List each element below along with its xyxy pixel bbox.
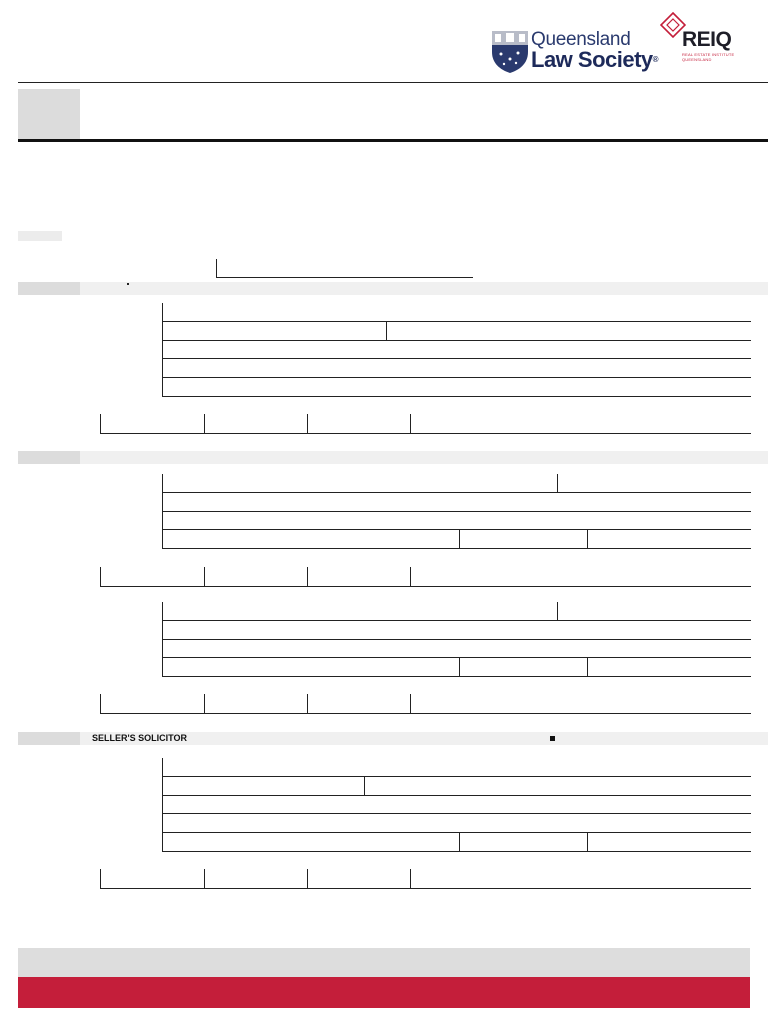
s2a-contact-field-2[interactable] [205, 567, 307, 586]
section-tag-1 [18, 282, 80, 295]
footer-grey-band [18, 948, 750, 977]
s2a-field-row4b[interactable] [460, 530, 587, 548]
seller-solicitor-heading: SELLER'S SOLICITOR [92, 733, 187, 743]
qls-crest-icon [491, 30, 529, 74]
reiq-logo [660, 12, 740, 62]
s1-contact-field-4[interactable] [411, 414, 751, 433]
s2b-contact-field-2[interactable] [205, 694, 307, 713]
registered-mark: ® [652, 55, 659, 64]
header-rule-thick [18, 139, 768, 142]
date-input[interactable] [217, 259, 473, 277]
s1-field-row3[interactable] [163, 341, 751, 358]
s3-field-row4[interactable] [163, 814, 751, 832]
s1-row5-line [162, 396, 751, 397]
s2b-contact-underline [100, 713, 751, 714]
s2b-field-row3[interactable] [163, 640, 751, 657]
s2a-field-row2[interactable] [163, 493, 751, 511]
s2b-field-row1b[interactable] [558, 602, 751, 620]
s3-field-row5c[interactable] [588, 833, 751, 851]
s3-field-row3[interactable] [163, 796, 751, 813]
reiq-logo-text: REIQ [682, 28, 732, 51]
s1-field-row1[interactable] [163, 303, 751, 321]
s2b-field-row4b[interactable] [460, 658, 587, 676]
s1-contact-field-3[interactable] [308, 414, 410, 433]
s1-contact-underline [100, 433, 751, 434]
s2a-contact-field-4[interactable] [411, 567, 751, 586]
section-tag-2 [18, 451, 80, 464]
s2a-field-row1a[interactable] [163, 474, 557, 492]
qls-logo-line1: Queensland [531, 29, 631, 50]
s2a-contact-underline [100, 586, 751, 587]
s2b-row4-line [162, 676, 751, 677]
s2b-field-row1a[interactable] [163, 602, 557, 620]
section-band-1 [80, 282, 768, 295]
s3-row5-line [162, 851, 751, 852]
footer-red-band [18, 977, 750, 1008]
reference-tag [18, 231, 62, 241]
s2b-field-row2[interactable] [163, 621, 751, 639]
qls-logo-line2 [531, 49, 658, 71]
section-1-marker [127, 283, 129, 285]
s1-field-row4[interactable] [163, 359, 751, 377]
s2b-contact-field-3[interactable] [308, 694, 410, 713]
s3-field-row1[interactable] [163, 758, 751, 776]
s3-field-row5b[interactable] [460, 833, 587, 851]
s3-contact-field-1[interactable] [101, 869, 204, 888]
seller-solicitor-checkbox[interactable] [550, 736, 555, 741]
s2a-field-row3[interactable] [163, 512, 751, 529]
s1-field-row2b[interactable] [387, 322, 751, 340]
s2b-field-row4c[interactable] [588, 658, 751, 676]
reiq-logo-sub2: QUEENSLAND [682, 57, 712, 62]
s2b-contact-field-1[interactable] [101, 694, 204, 713]
section-tag-3 [18, 732, 80, 745]
form-code-box [18, 89, 80, 139]
s1-field-row2a[interactable] [163, 322, 386, 340]
section-band-2 [80, 451, 768, 464]
s2a-field-row4c[interactable] [588, 530, 751, 548]
s3-contact-field-4[interactable] [411, 869, 751, 888]
s2a-contact-field-3[interactable] [308, 567, 410, 586]
reiq-logo-sub1: REAL ESTATE INSTITUTE [682, 52, 735, 57]
form-title-area [80, 89, 768, 139]
s2b-field-row4a[interactable] [163, 658, 459, 676]
header-rule-top [18, 82, 768, 83]
qls-logo [491, 28, 663, 74]
s2a-row4-line [162, 548, 751, 549]
s2a-field-row1b[interactable] [558, 474, 751, 492]
s2a-contact-field-1[interactable] [101, 567, 204, 586]
date-field-underline [216, 277, 473, 278]
s3-field-row5a[interactable] [163, 833, 459, 851]
s3-contact-field-3[interactable] [308, 869, 410, 888]
s3-contact-field-2[interactable] [205, 869, 307, 888]
s2a-field-row4a[interactable] [163, 530, 459, 548]
s1-contact-field-2[interactable] [205, 414, 307, 433]
s1-contact-field-1[interactable] [101, 414, 204, 433]
s2b-contact-field-4[interactable] [411, 694, 751, 713]
s1-field-row5[interactable] [163, 378, 751, 396]
s3-field-row2a[interactable] [163, 777, 364, 795]
s3-contact-underline [100, 888, 751, 889]
qls-logo-line2-text: Law Society [531, 47, 653, 72]
s3-field-row2b[interactable] [365, 777, 751, 795]
